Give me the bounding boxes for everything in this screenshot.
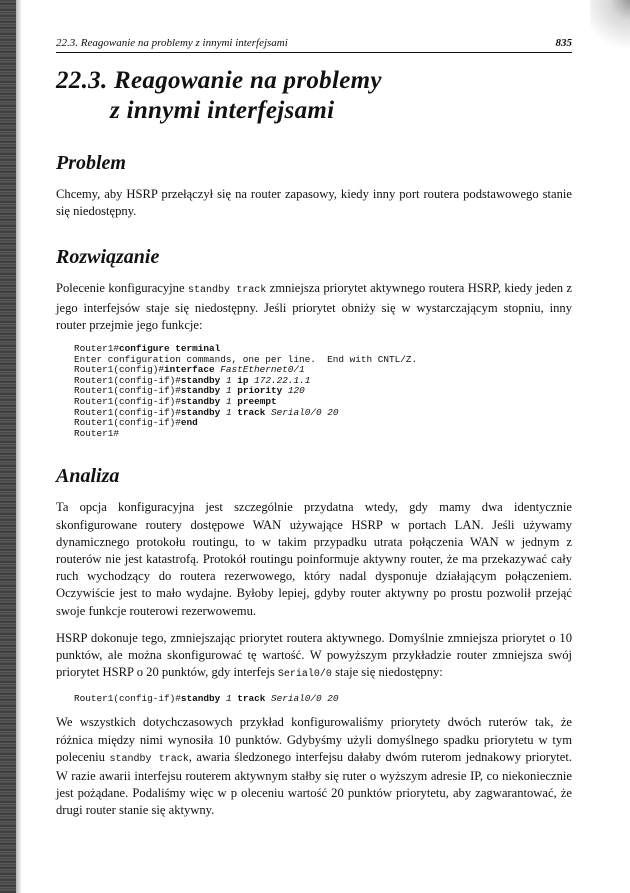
problem-text: Chcemy, aby HSRP przełączył się na router zapasowy, kiedy inny port routera podstawowego stanie się niedostępny. bbox=[56, 187, 572, 219]
config-code-block bbox=[74, 344, 572, 439]
gutter-shadow bbox=[16, 0, 22, 893]
solution-text-a: Polecenie konfiguracyjne bbox=[56, 281, 185, 296]
analysis-heading: Analiza bbox=[56, 465, 120, 488]
code-line: Router1#configure terminal bbox=[74, 343, 221, 355]
page-content bbox=[56, 66, 572, 820]
scan-corner-artifact bbox=[590, 0, 630, 70]
code-line: Router1# bbox=[74, 427, 120, 439]
code-line: Router1(config-if)#standby 1 priority 120 bbox=[74, 385, 305, 397]
analysis-paragraph-1: Ta opcja konfiguracyjna jest szczególnie przydatna wtedy, gdy mamy dwa identycznie skonfigurowane routery dostępowe WAN używające HSRP w portach LAN. Jeśli używamy dynamicznego protokołu routingu, to w takim przypadku utrata połączenia WAN w jednym z routerów nie jest katastrofą. Protokół routingu poinformuje aktywny router, że ma przekazywać cały ruch wychodzący do routera rezerwowego, który nadal dysponuje działającym połączeniem. Oczywiście jest to mało wydajne. Byłoby lepiej, gdyby router aktywny po prostu pozwolił przejąć swoje funkcje routerowi rezerwowemu. bbox=[56, 500, 572, 618]
inline-code-standby-track-2: standby track bbox=[109, 753, 189, 765]
solution-text-b: zmniejsza priorytet aktywnego routera HSRP, kiedy jeden z jego interfejsów staje się niedostępny. Jeśli priorytet obniży się w wystarczającym stopniu, inny router przejmie jego funkcje: bbox=[56, 281, 572, 332]
code-line: Router1(config)#interface FastEthernet0/1 bbox=[74, 364, 305, 376]
page-number: 835 bbox=[555, 37, 572, 49]
track-command-example: Router1(config-if)#standby 1 track Serial0/0 20 bbox=[74, 693, 339, 705]
problem-heading: Problem bbox=[56, 152, 126, 174]
analysis-paragraph-2: HSRP dokonuje tego, zmniejszając priorytet routera aktywnego. Domyślnie zmniejsza priorytet o 10 punktów, ale można skonfigurować tę wartość. W powyższym przykładzie router zmniejsza swój priorytet HSRP o 20 punktów, gdy interfejs Serial0/0 staje się niedostępny: bbox=[56, 630, 572, 681]
code-line: Router1(config-if)#standby 1 ip 172.22.1.1 bbox=[74, 374, 311, 386]
code-line: Enter configuration commands, one per line. End with CNTL/Z. bbox=[74, 353, 418, 365]
code-line: Router1(config-if)#standby 1 track Serial0/0 20 bbox=[74, 406, 339, 418]
code-line: Router1(config-if)#end bbox=[74, 417, 198, 429]
chapter-title bbox=[56, 66, 572, 126]
chapter-title-line2: z innymi interfejsami bbox=[110, 97, 335, 124]
running-head-title: 22.3. Reagowanie na problemy z innymi interfejsami bbox=[56, 37, 288, 49]
chapter-title-line1: 22.3. Reagowanie na problemy bbox=[56, 67, 382, 94]
solution-text bbox=[56, 280, 572, 334]
inline-code-serial: Serial0/0 bbox=[277, 669, 332, 681]
analysis-paragraph-3: We wszystkich dotychczasowych przykład konfigurowaliśmy priorytety dwóch ruterów tak, że różnica między nimi wynosiła 10 punktów. Gdybyśmy użyli domyślnego spadku priorytetu w tym poleceniu standby track, awaria śledzonego interfejsu dałaby dwóm ruterom jednakowy priorytet. W razie awarii interfejsu routerem aktywnym stałby się ruter o wyższym adresie IP, co niekoniecznie jest pożądane. Podaliśmy więc w p oleceniu wartość 20 punktów priorytetu, aby zagwarantować, że drugi router stanie się aktywny. bbox=[56, 715, 573, 818]
solution-heading: Rozwiązanie bbox=[56, 246, 160, 269]
running-head bbox=[56, 36, 572, 53]
book-spine-shadow bbox=[0, 0, 16, 893]
code-line: Router1(config-if)#standby 1 preempt bbox=[74, 395, 277, 407]
inline-code-standby-track: standby track bbox=[187, 285, 267, 297]
